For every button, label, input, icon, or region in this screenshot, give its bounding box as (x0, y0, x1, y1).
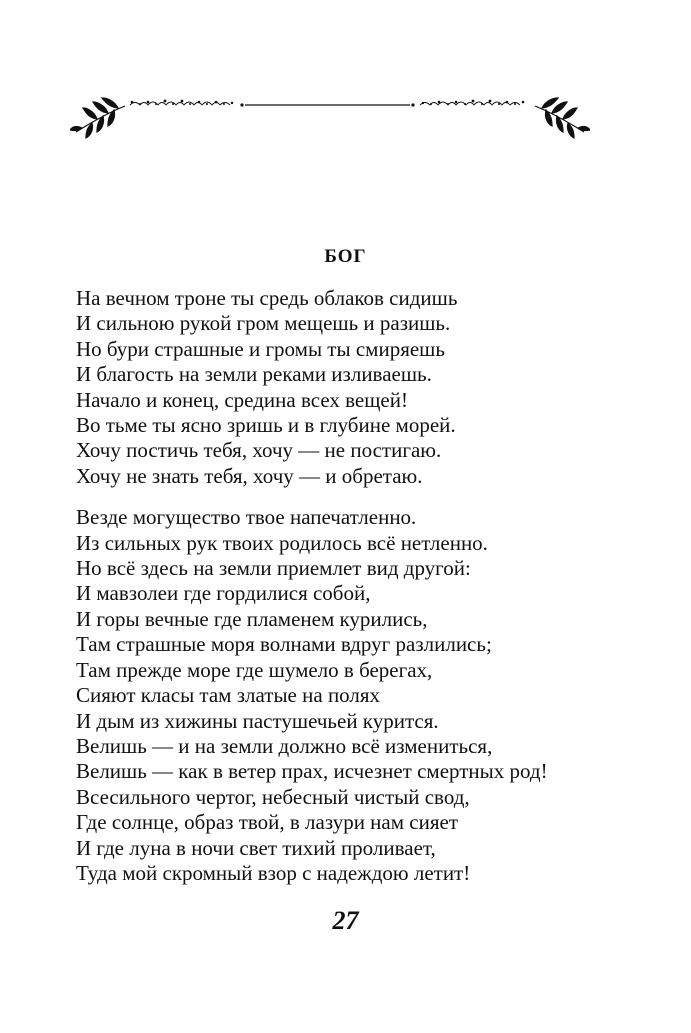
page-number: 27 (332, 906, 359, 935)
poem-line: Там прежде море где шумело в берегах, (76, 657, 433, 682)
poem-line: И дым из хижины пастушечьей курится. (76, 708, 439, 733)
poem-line: Туда мой скромный взор с надеждою летит! (76, 860, 471, 885)
stanza-1 (76, 286, 666, 489)
poem-body (76, 286, 666, 886)
poem-line: Хочу постичь тебя, хочу — не постигаю. (76, 438, 442, 463)
laurel-divider-icon (70, 88, 590, 148)
poem-line: Всесильного чертог, небесный чистый свод, (76, 784, 470, 809)
stanza-2 (76, 505, 666, 886)
poem-line: Но бури страшные и громы ты смиряешь (76, 336, 445, 361)
poem-line: На вечном троне ты средь облаков сидишь (76, 286, 458, 310)
poem-line: Сияют класы там златые на полях (76, 683, 381, 708)
poem-line: Везде могущество твое напечатленно. (76, 505, 417, 530)
poem-line: Хочу не знать тебя, хочу — и обретаю. (76, 463, 423, 488)
poem-line: Начало и конец, средина всех вещей! (76, 387, 408, 412)
poem-line: Велишь — как в ветер прах, исчезнет смертных род! (76, 759, 548, 784)
poem-line: Во тьме ты ясно зришь и в глубине морей. (76, 413, 456, 438)
poem-line: И где луна в ночи свет тихий проливает, (76, 835, 436, 860)
poem-line: И мавзолеи где гордилися собой, (76, 581, 371, 606)
poem-line: Из сильных рук твоих родилось всё нетленно. (76, 530, 488, 555)
poem-title: БОГ (324, 246, 367, 267)
poem-line: И горы вечные где пламенем курились, (76, 606, 428, 631)
poem-line: Там страшные моря волнами вдруг разлились; (76, 632, 492, 657)
poem-line: И благость на земли реками изливаешь. (76, 362, 432, 387)
poem-line: Где солнце, образ твой, в лазури нам сияет (76, 810, 458, 835)
poem-line: Велишь — и на земли должно всё измениться, (76, 733, 493, 758)
poem-line: И сильною рукой гром мещешь и разишь. (76, 311, 451, 336)
poem-line: Но всё здесь на земли приемлет вид другой: (76, 556, 471, 581)
